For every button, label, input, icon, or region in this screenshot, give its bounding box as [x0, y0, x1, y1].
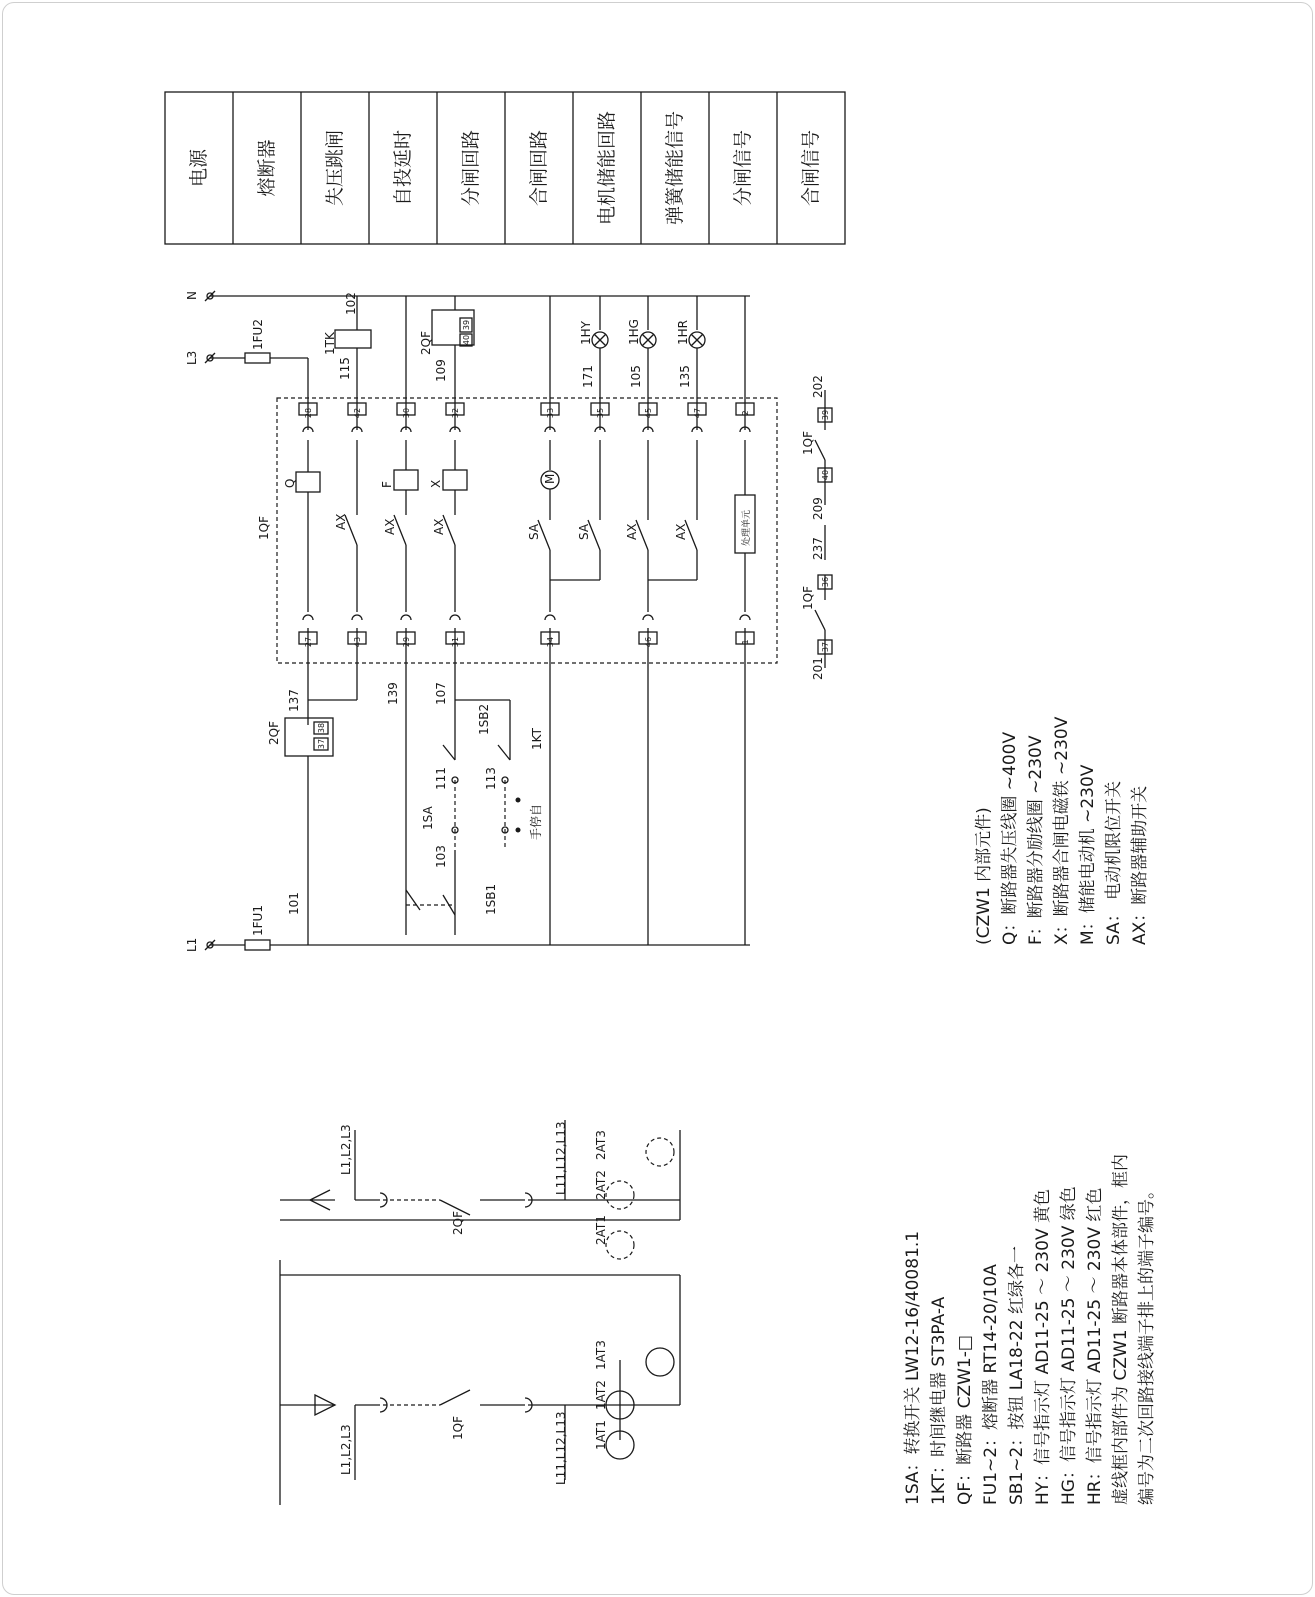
fuse-1fu1: [245, 940, 270, 950]
terminal-42: 42: [353, 407, 362, 419]
terminal-29: 29: [402, 636, 411, 648]
header-cell-motor-charge: 电机储能回路: [596, 110, 618, 226]
label-1hg: 1HG: [627, 319, 641, 345]
coil-q: [296, 472, 320, 492]
label-ax-4: AX: [625, 523, 639, 540]
legend-line-1: 1SA：转换开关 LW12-16/40081.1: [903, 1230, 923, 1505]
qf1-terminal-36: 36: [821, 576, 830, 588]
onel-left-qf: 1QF: [451, 1416, 465, 1440]
qf1-terminal-40: 40: [821, 469, 830, 481]
branch-wires: [285, 296, 755, 945]
label-ax-1: AX: [334, 513, 348, 530]
bus-label-n: N: [185, 291, 199, 300]
bus-lines: [205, 291, 750, 950]
header-cell-open-signal: 分闸信号: [732, 129, 754, 207]
inner-legend-line-5: M：储能电动机 ~230V: [1078, 764, 1098, 945]
wire-209: 209: [811, 497, 825, 520]
wire-113: 113: [484, 767, 498, 790]
legend-line-6: HY：信号指示灯 AD11-25 ～ 230V 黄色: [1033, 1189, 1053, 1505]
terminal-33: 33: [546, 407, 555, 419]
relay-1tk: [335, 330, 371, 348]
wire-111: 111: [434, 767, 448, 790]
label-hand-auto: 手停自: [529, 803, 543, 840]
onel-left-ct1: 1AT1: [594, 1420, 608, 1450]
qf1-aux-contacts: [815, 390, 832, 668]
header-cell-open-circuit: 分闸回路: [460, 129, 482, 207]
label-1qf-aux-b: 1QF: [801, 431, 815, 455]
terminal-43: 43: [353, 636, 362, 648]
wire-202: 202: [811, 375, 825, 398]
header-cell-spring-signal: 弹簧储能信号: [664, 110, 686, 226]
label-f: F: [380, 481, 394, 488]
qf1-terminal-37: 37: [821, 641, 830, 653]
wire-135: 135: [678, 365, 692, 388]
terminal-31: 31: [451, 636, 460, 648]
onel-left-ct2: 1AT2: [594, 1380, 608, 1410]
coil-f: [394, 470, 418, 490]
header-cell-fuse: 熔断器: [256, 139, 278, 197]
terminal-47: 47: [693, 407, 702, 419]
terminal-35: 35: [596, 407, 605, 419]
inner-legend-line-3: F：断路器分励线圈 ~230V: [1026, 735, 1046, 945]
qf1-terminal-39: 39: [821, 409, 830, 421]
label-1qf-main: 1QF: [257, 516, 271, 540]
wire-109: 109: [434, 359, 448, 382]
label-1hr: 1HR: [676, 320, 690, 345]
label-1qf-aux-a: 1QF: [801, 586, 815, 610]
header-cell-auto-delay: 自投延时: [392, 129, 414, 207]
label-2qf-lower: 2QF: [267, 721, 281, 745]
inner-legend: [974, 716, 1150, 945]
onel-left-ct3: 1AT3: [594, 1340, 608, 1370]
terminal-30: 30: [402, 407, 411, 419]
label-1hy: 1HY: [579, 321, 593, 345]
terminal-2: 2: [741, 410, 750, 416]
bus-label-l1: L1: [185, 937, 199, 952]
terminal-32: 32: [451, 407, 460, 419]
header-cell-undervoltage-trip: 失压跳闸: [324, 129, 346, 207]
legend-line-4: FU1~2：熔断器 RT14-20/10A: [981, 1264, 1001, 1505]
legend-line-3: QF：断路器 CZW1-□: [955, 1335, 975, 1505]
legend-line-9: 虚线框内部件为 CZW1 断路器本体部件，框内: [1111, 1154, 1131, 1505]
qf2-lower-terminal-37: 37: [317, 738, 326, 750]
label-1sb1: 1SB1: [484, 883, 498, 915]
terminal-1: 1: [741, 639, 750, 645]
label-2qf-upper: 2QF: [419, 331, 433, 355]
inner-legend-line-1: (CZW1 内部元件): [974, 807, 994, 945]
legend-line-10: 编号为二次回路接线端子排上的端子编号。: [1137, 1182, 1157, 1505]
label-ax-3: AX: [432, 518, 446, 535]
onel-right-bottom: L11,L12,L13: [554, 1121, 568, 1195]
label-sa-a: SA: [527, 523, 541, 540]
inner-legend-line-6: SA： 电动机限位开关: [1104, 780, 1124, 945]
terminal-28: 28: [304, 407, 313, 419]
legend-line-7: HG：信号指示灯 AD11-25 ～ 230V 绿色: [1059, 1186, 1079, 1505]
onel-right-qf: 2QF: [451, 1211, 465, 1235]
wire-115: 115: [338, 357, 352, 380]
wire-101: 101: [287, 892, 301, 915]
label-1kt: 1KT: [530, 728, 544, 750]
wire-102: 102: [344, 292, 358, 315]
onel-left-top: L1,L2,L3: [339, 1424, 353, 1475]
header-cell-close-signal: 合闸信号: [800, 129, 822, 207]
fuse-label-1fu2: 1FU2: [251, 319, 265, 350]
label-processing-unit: 处理单元: [742, 509, 752, 546]
coil-x: [443, 470, 467, 490]
fuse-label-1fu1: 1FU1: [251, 905, 265, 936]
terminal-34: 34: [546, 636, 555, 648]
onel-left-bottom: L11,L12,L13: [554, 1411, 568, 1485]
legend-line-2: 1KT：时间继电器 ST3PA-A: [929, 1296, 949, 1505]
header-cell-close-circuit: 合闸回路: [528, 129, 550, 207]
wire-137: 137: [287, 689, 301, 712]
onel-right-top: L1,L2,L3: [339, 1124, 353, 1175]
onel-right-ct3: 2AT3: [594, 1130, 608, 1160]
inner-legend-line-7: AX：断路器辅助开关: [1130, 785, 1150, 945]
qf2-terminal-40: 40: [462, 334, 471, 346]
header-table: [165, 92, 845, 244]
terminal-27: 27: [304, 636, 313, 648]
terminal-45: 45: [644, 407, 653, 419]
label-sa-b: SA: [577, 523, 591, 540]
inner-legend-line-4: X：断路器合闸电磁铁 ~230V: [1052, 716, 1072, 945]
wire-201: 201: [811, 657, 825, 680]
fuse-1fu2: [245, 353, 270, 363]
terminal-46: 46: [644, 636, 653, 648]
label-q: Q: [283, 478, 297, 488]
label-1sa: 1SA: [421, 806, 435, 830]
header-cell-power: 电源: [188, 148, 210, 188]
wire-139: 139: [386, 682, 400, 705]
bus-label-l3: L3: [185, 350, 199, 365]
wire-107: 107: [434, 682, 448, 705]
label-ax-2: AX: [383, 518, 397, 535]
legend-line-8: HR：信号指示灯 AD11-25 ～ 230V 红色: [1085, 1187, 1105, 1505]
label-1tk: 1TK: [323, 332, 337, 355]
qf2-lower-terminal-38: 38: [317, 722, 326, 734]
label-m: M: [543, 473, 557, 484]
wire-103: 103: [434, 845, 448, 868]
onel-right-ct1: 2AT1: [594, 1215, 608, 1245]
legend-line-5: SB1~2：按钮 LA18-22 红绿各一: [1007, 1245, 1027, 1505]
main-legend: [903, 1154, 1157, 1505]
wire-171: 171: [581, 365, 595, 388]
inner-legend-line-2: Q：断路器失压线圈 ~400V: [1000, 731, 1020, 945]
wire-105: 105: [629, 365, 643, 388]
label-1sb2: 1SB2: [477, 703, 491, 735]
label-x: X: [429, 479, 443, 488]
wire-237: 237: [811, 537, 825, 560]
qf2-terminal-39: 39: [462, 319, 471, 331]
onel-right-ct2: 2AT2: [594, 1170, 608, 1200]
label-ax-5: AX: [674, 523, 688, 540]
